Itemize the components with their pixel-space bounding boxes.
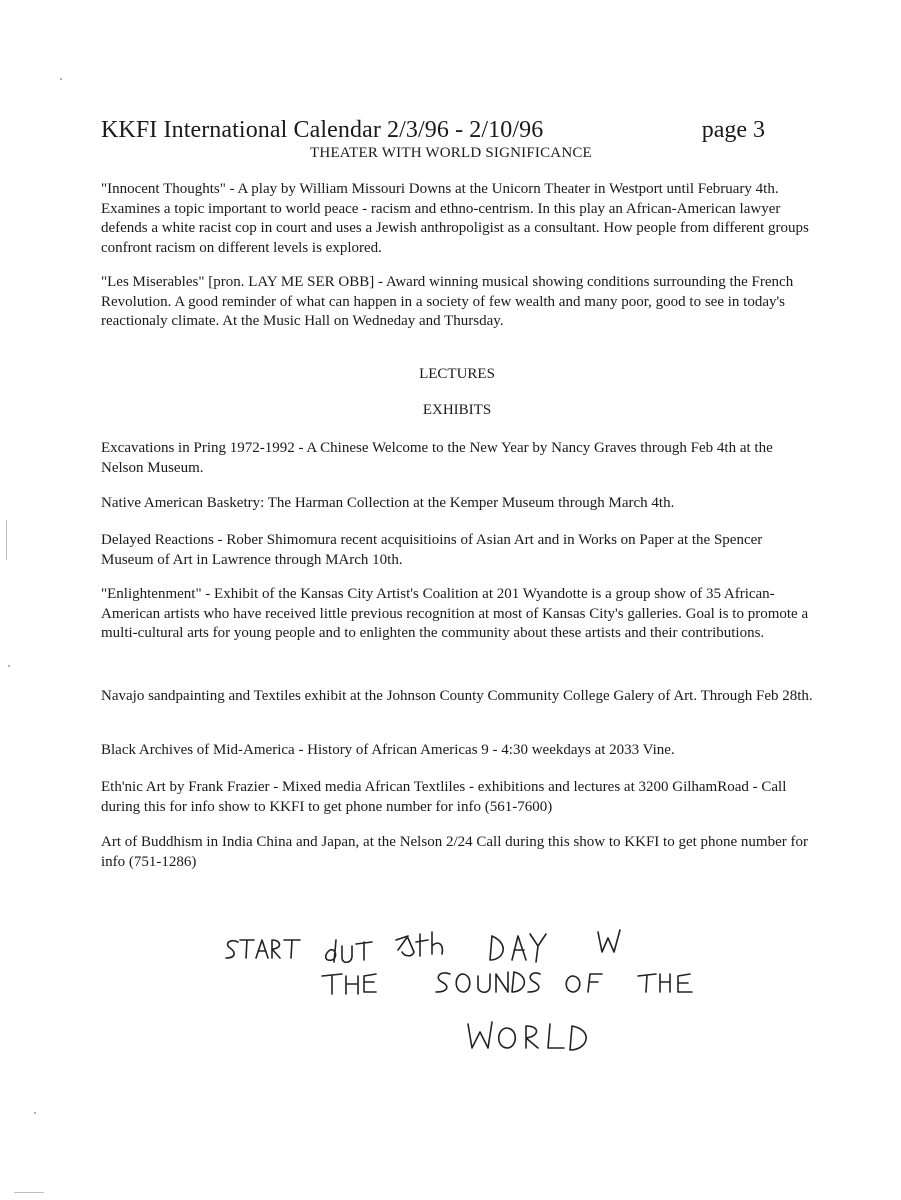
exhibit-entry-basketry: Native American Basketry: The Harman Collection at the Kemper Museum through March 4th. [101, 495, 675, 511]
exhibit-entry-excavations: Excavations in Pring 1972-1992 - A Chinese Welcome to the New Year by Nancy Graves through Feb 4th at the Nelson Museum. [101, 440, 773, 476]
exhibit-entry-delayed-reactions: Delayed Reactions - Rober Shimomura recent acquisitioins of Asian Art and in Works on Paper at the Spencer Museum of Art in Lawrence through MArch 10th. [101, 532, 763, 568]
section-heading-exhibits: EXHIBITS [422, 402, 492, 418]
handwritten-note [200, 920, 800, 1070]
exhibit-entry-buddhism: Art of Buddhism in India China and Japan, at the Nelson 2/24 Call during this show to KKFI to get phone number for info (751-1286) [101, 834, 808, 870]
scan-edge-mark [6, 520, 7, 560]
scan-edge-mark [14, 1192, 44, 1193]
scan-speck [34, 1112, 36, 1114]
handwritten-note-drawing [200, 920, 800, 1070]
page-number: page 3 [701, 117, 765, 143]
exhibit-entry-black-archives: Black Archives of Mid-America - History of African Americas 9 - 4:30 weekdays at 2033 Vine. [101, 742, 675, 758]
section-heading-lectures: LECTURES [419, 366, 495, 382]
scan-speck [8, 665, 10, 667]
exhibit-entry-navajo: Navajo sandpainting and Textiles exhibit at the Johnson County Community College Galery of Art. Through Feb 28th. [101, 688, 813, 704]
exhibit-entry-ethnic-art: Eth'nic Art by Frank Frazier - Mixed media African Textliles - exhibitions and lectures at 3200 GilhamRoad - Call during this for info show to KKFI to get phone number for info (561-7600) [101, 779, 787, 815]
calendar-title: KKFI International Calendar 2/3/96 - 2/10/96 [101, 117, 544, 143]
theater-entry-innocent-thoughts: "Innocent Thoughts" - A play by William Missouri Downs at the Unicorn Theater in Westport until February 4th. Examines a topic important to world peace - racism and ethno-centrism. In this play an African-American lawyer defends a white racist cop in court and uses a Jewish anthropoligist as a consultant. How people from different groups confront racism on different levels is explored. [101, 181, 809, 256]
scan-speck [60, 78, 62, 80]
section-heading-theater: THEATER WITH WORLD SIGNIFICANCE [310, 145, 592, 161]
exhibit-entry-enlightenment: "Enlightenment" - Exhibit of the Kansas City Artist's Coalition at 201 Wyandotte is a group show of 35 African-American artists who have received little previous recognition at most of Kansas City's galleries. Goal is to promote a multi-cultural arts for young people and to enlighten the community about these artists and their contributions. [101, 586, 809, 641]
theater-entry-les-miserables: "Les Miserables" [pron. LAY ME SER OBB] - Award winning musical showing conditions surrounding the French Revolution. A good reminder of what can happen in a society of few wealth and many poor, good to see in today's reactionaly climate. At the Music Hall on Wedneday and Thursday. [101, 274, 794, 329]
